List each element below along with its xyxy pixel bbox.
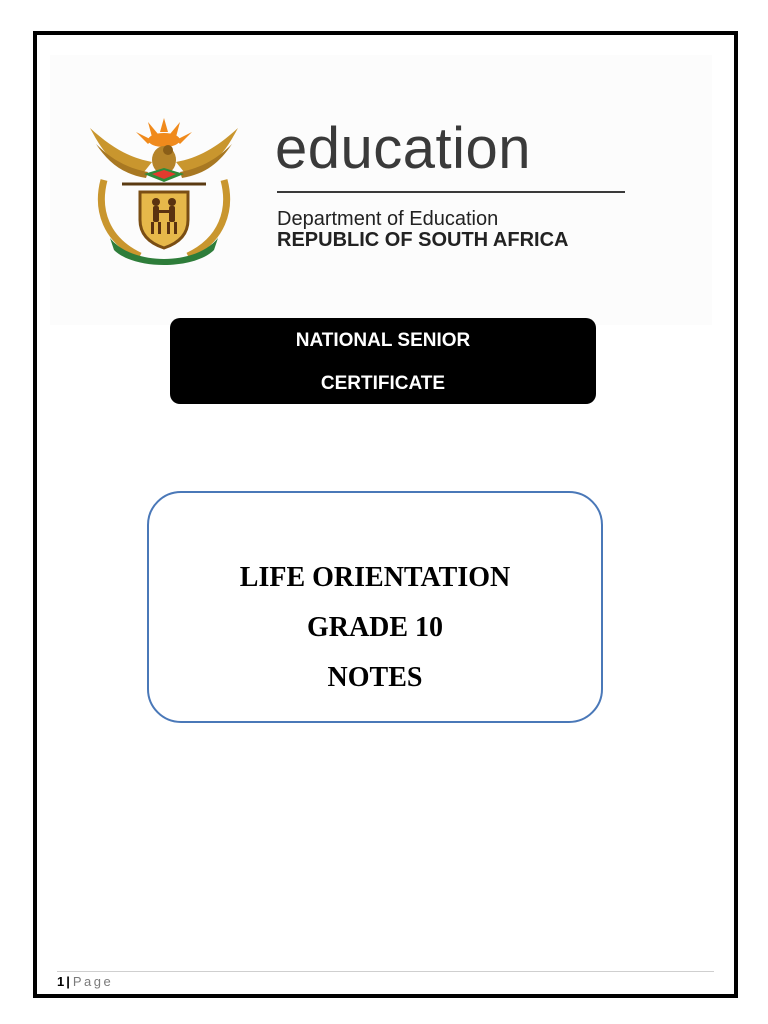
footer-separator: | [66,974,70,989]
page-label: Page [72,974,114,989]
page-footer [57,974,113,989]
notes-title: NOTES [327,662,423,693]
coat-of-arms-logo [82,110,247,265]
subject-title: LIFE ORIENTATION [239,562,511,593]
certificate-line-2: CERTIFICATE [320,373,446,394]
grade-title: GRADE 10 [306,612,444,643]
department-name: Department of Education [277,208,499,230]
republic-name: REPUBLIC OF SOUTH AFRICA [277,229,569,251]
brand-title: education [275,116,532,181]
national-senior-certificate-banner [170,318,596,404]
page-number: 1 [57,974,65,989]
document-title-box [147,491,603,723]
footer-divider [57,971,714,972]
brand-divider [277,191,625,193]
certificate-line-1: NATIONAL SENIOR [295,330,471,351]
